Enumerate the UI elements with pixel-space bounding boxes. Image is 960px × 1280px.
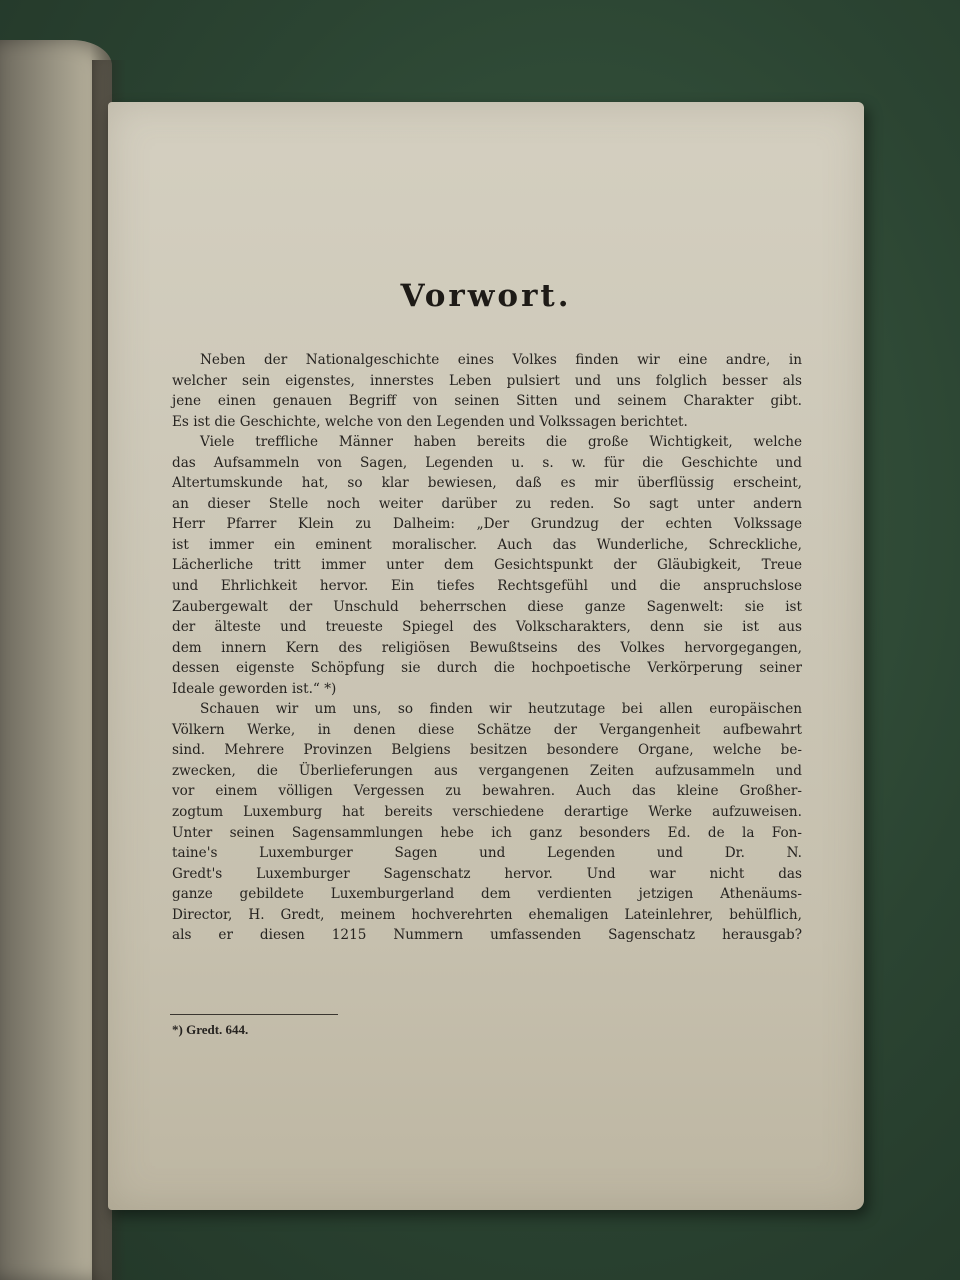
text-line: jene einen genauen Begriff von seinen Sitten und seinem Charakter gibt. <box>172 393 802 410</box>
text-line: Ideale geworden ist.“ *) <box>172 680 337 697</box>
footnote: *) Gredt. 644. <box>172 1022 249 1037</box>
text-line: und Ehrlichkeit hervor. Ein tiefes Rechtsgefühl und die anspruchslose <box>172 578 802 595</box>
text-line: Altertumskunde hat, so klar bewiesen, daß es mir überflüssig erscheint, <box>172 475 802 492</box>
text-line: zogtum Luxemburg hat bereits verschiedene derartige Werke aufzuweisen. <box>172 804 802 821</box>
text-line: Es ist die Geschichte, welche von den Legenden und Volkssagen berichtet. <box>172 413 688 430</box>
text-line: welcher sein eigenstes, innerstes Leben pulsiert und uns folglich besser als <box>172 372 802 389</box>
text-line: Gredt's Luxemburger Sagenschatz hervor. Und war nicht das <box>172 865 802 882</box>
text-line: ganze gebildete Luxemburgerland dem verdienten jetzigen Athenäums- <box>172 886 802 903</box>
text-line: Viele treffliche Männer haben bereits die große Wichtigkeit, welche <box>200 434 802 451</box>
text-line: sind. Mehrere Provinzen Belgiens besitzen besondere Organe, welche be- <box>172 742 802 759</box>
text-line: an dieser Stelle noch weiter darüber zu reden. So sagt unter andern <box>172 495 802 512</box>
text-line: ist immer ein eminent moralischer. Auch das Wunderliche, Schreckliche, <box>172 536 802 553</box>
text-line: der älteste und treueste Spiegel des Volkscharakters, denn sie ist aus <box>172 619 802 636</box>
text-line: Zaubergewalt der Unschuld beherrschen diese ganze Sagenwelt: sie ist <box>172 598 802 615</box>
text-line: als er diesen 1215 Nummern umfassenden Sagenschatz herausgab? <box>172 927 802 944</box>
text-line: zwecken, die Überlieferungen aus vergangenen Zeiten aufzusammeln und <box>172 762 802 779</box>
text-line: taine's Luxemburger Sagen und Legenden und Dr. N. <box>172 845 802 862</box>
page-title: Vorwort. <box>400 278 572 314</box>
text-line: Lächerliche tritt immer unter dem Gesichtspunkt der Gläubigkeit, Treue <box>172 557 802 574</box>
text-line: Völkern Werke, in denen diese Schätze der Vergangenheit aufbewahrt <box>172 721 802 738</box>
text-line: das Aufsammeln von Sagen, Legenden u. s. w. für die Geschichte und <box>172 454 802 471</box>
text-line: dem innern Kern des religiösen Bewußtseins des Volkes hervorgegangen, <box>172 639 802 656</box>
text-line: Unter seinen Sagensammlungen hebe ich ganz besonders Ed. de la Fon- <box>172 824 802 841</box>
body-text <box>172 350 802 946</box>
text-line: Director, H. Gredt, meinem hochverehrten ehemaligen Lateinlehrer, behülflich, <box>172 906 802 923</box>
book-page <box>108 102 864 1210</box>
footnote-divider <box>170 1014 338 1015</box>
text-line: vor einem völligen Vergessen zu bewahren. Auch das kleine Großher- <box>172 783 802 800</box>
text-line: Herr Pfarrer Klein zu Dalheim: „Der Grundzug der echten Volkssage <box>172 516 802 533</box>
text-line: dessen eigenste Schöpfung sie durch die hochpoetische Verkörperung seiner <box>172 660 802 677</box>
text-line: Schauen wir um uns, so finden wir heutzutage bei allen europäischen <box>200 701 802 718</box>
text-line: Neben der Nationalgeschichte eines Volkes finden wir eine andre, in <box>200 352 802 368</box>
